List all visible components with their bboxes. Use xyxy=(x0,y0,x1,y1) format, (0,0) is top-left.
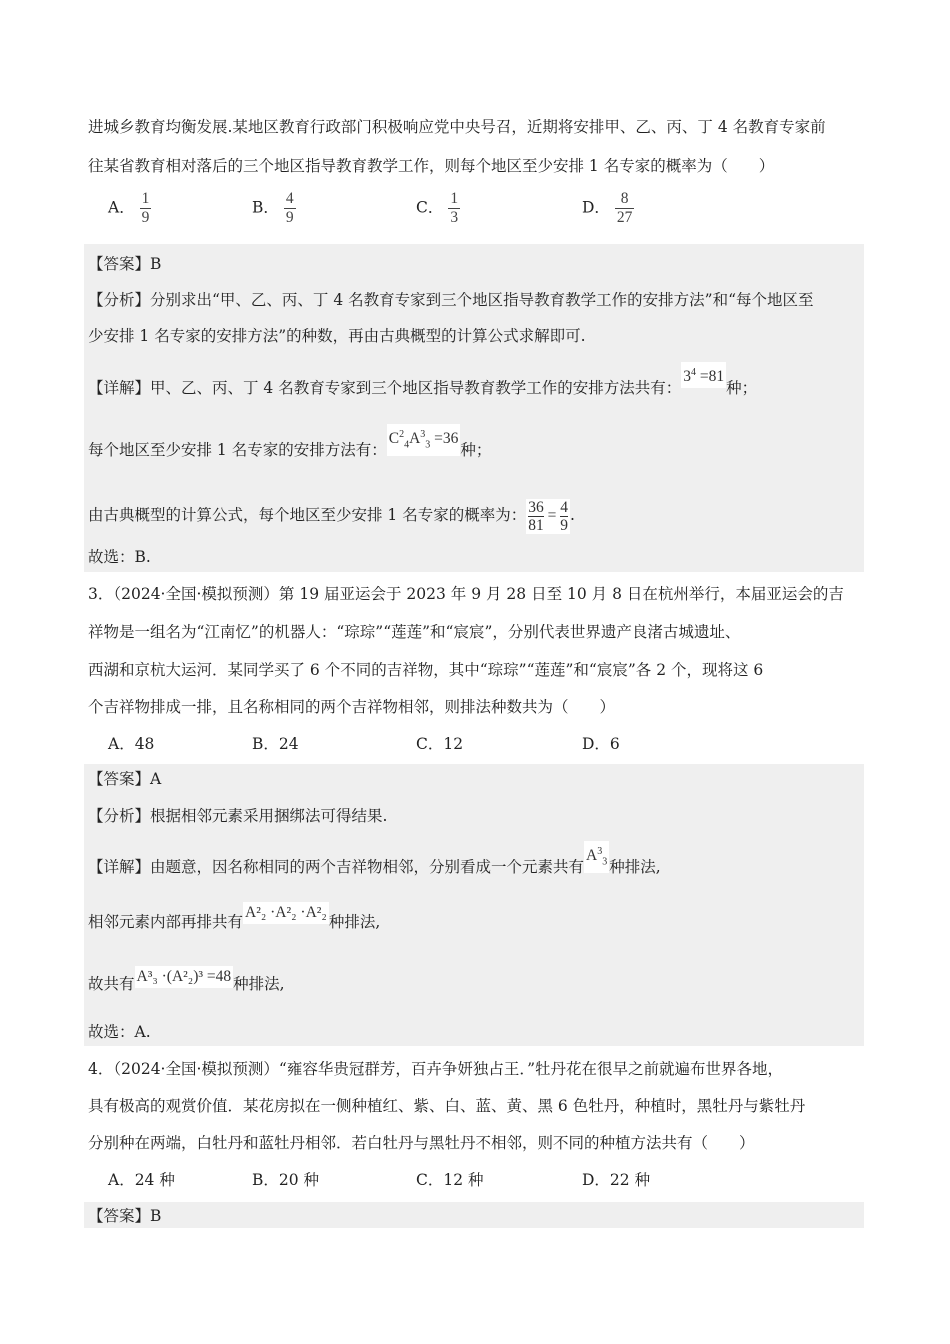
formula-total: A³₃ ·(A²₂)³ =48 xyxy=(135,966,234,988)
question-4-option-d: D．22 种 xyxy=(582,1171,651,1189)
option-fraction: $\frac{4}{9}$ xyxy=(285,190,294,226)
formula-combination: $C^2_4A^3_3 =36$ xyxy=(387,424,461,456)
question-3-text-line-3: 西湖和京杭大运河．某同学买了 6 个不同的吉祥物，其中“琮琮”“莲莲”和“宸宸”各 2 个，现将这 6 xyxy=(88,661,764,679)
option-fraction: $\frac{1}{9}$ xyxy=(141,190,150,226)
formula-inner-arrangement: A²₂ ·A²₂ ·A²₂ xyxy=(243,902,329,924)
question-3-conclusion: 故选：A. xyxy=(88,1023,151,1041)
question-2-detail-line-1: 【详解】甲、乙、丙、丁 4 名教育专家到三个地区指导教育教学工作的安排方法共有：$3^4 =81$种； xyxy=(88,374,757,400)
question-2-option-d xyxy=(582,190,634,227)
question-3-text-line-4: 个吉祥物排成一排，且名称相同的两个吉祥物相邻，则排法种数共为（ ） xyxy=(88,698,616,716)
question-4-text-line-2: 具有极高的观赏价值．某花房拟在一侧种植红、紫、白、蓝、黄、黑 6 色牡丹，种植时，黑牡丹与紫牡丹 xyxy=(88,1097,806,1115)
question-3-answer: 【答案】A xyxy=(88,770,162,788)
question-2-detail-line-3: 由古典概型的计算公式，每个地区至少安排 1 名专家的概率为： $\frac{36}{81}$ = $\frac{4}{9}$ . xyxy=(88,499,575,534)
formula-arrangement: $A^3_3$ xyxy=(584,841,609,873)
question-4-text-line-3: 分别种在两端，白牡丹和蓝牡丹相邻．若白牡丹与黑牡丹不相邻，则不同的种植方法共有（ ） xyxy=(88,1134,755,1152)
question-2-detail-line-2: 每个地区至少安排 1 名专家的安排方法有：$C^2_4A^3_3 =36$种； xyxy=(88,436,491,468)
question-3-option-b: B．24 xyxy=(252,735,299,753)
question-2-analysis-line-1: 【分析】分别求出“甲、乙、丙、丁 4 名教育专家到三个地区指导教育教学工作的安排方法”和“每个地区至 xyxy=(88,291,814,309)
question-3-text-line-2: 祥物是一组名为“江南忆”的机器人：“琮琮”“莲莲”和“宸宸”，分别代表世界遗产良渚古城遗址、 xyxy=(88,623,741,641)
option-label: C． xyxy=(416,198,444,217)
question-2-option-c xyxy=(416,190,460,227)
option-label: D． xyxy=(582,198,610,217)
formula-power: $3^4 =81$ xyxy=(681,362,726,388)
question-3-detail-line-2: 相邻元素内部再排共有A²₂ ·A²₂ ·A²₂种排法, xyxy=(88,904,381,931)
question-4-option-a: A．24 种 xyxy=(108,1171,175,1189)
question-2-text-line-1: 进城乡教育均衡发展.某地区教育行政部门积极响应党中央号召，近期将安排甲、乙、丙、丁 4 名教育专家前 xyxy=(88,118,826,136)
question-2-conclusion: 故选：B. xyxy=(88,548,151,566)
question-2-text-line-2: 往某省教育相对落后的三个地区指导教育教学工作，则每个地区至少安排 1 名专家的概率为（ ） xyxy=(88,157,775,175)
question-3-option-d: D．6 xyxy=(582,735,620,753)
question-3-option-c: C．12 xyxy=(416,735,464,753)
question-4-answer: 【答案】B xyxy=(88,1207,162,1225)
question-4-solution-block xyxy=(84,1202,864,1228)
option-label: B． xyxy=(252,198,279,217)
question-3-detail-line-1: 【详解】由题意，因名称相同的两个吉祥物相邻，分别看成一个元素共有$A^3_3$ 种排法, xyxy=(88,853,661,885)
question-3-detail-line-3: 故共有 A³₃ ·(A²₂)³ =48 种排法, xyxy=(88,968,285,993)
option-fraction: $\frac{8}{27}$ xyxy=(616,190,633,226)
question-3-text-line-1: 3．（2024·全国·模拟预测）第 19 届亚运会于 2023 年 9 月 28 日至 10 月 8 日在杭州举行，本届亚运会的吉 xyxy=(88,585,844,603)
question-3-option-a: A．48 xyxy=(108,735,155,753)
question-4-text-line-1: 4．（2024·全国·模拟预测）“雍容华贵冠群芳，百卉争妍独占王．”牡丹花在很早之前就遍布世界各地， xyxy=(88,1060,784,1078)
formula-probability: $\frac{36}{81}$ = $\frac{4}{9}$ xyxy=(528,499,568,534)
question-2-option-b xyxy=(252,190,296,227)
option-label: A． xyxy=(108,198,135,217)
question-2-option-a xyxy=(108,190,151,227)
option-fraction: $\frac{1}{3}$ xyxy=(450,190,459,226)
question-2-analysis-line-2: 少安排 1 名专家的安排方法”的种数，再由古典概型的计算公式求解即可. xyxy=(88,327,586,345)
question-4-option-c: C．12 种 xyxy=(416,1171,484,1189)
question-3-analysis: 【分析】根据相邻元素采用捆绑法可得结果. xyxy=(88,807,388,825)
question-2-answer: 【答案】B xyxy=(88,255,162,273)
question-4-option-b: B．20 种 xyxy=(252,1171,320,1189)
